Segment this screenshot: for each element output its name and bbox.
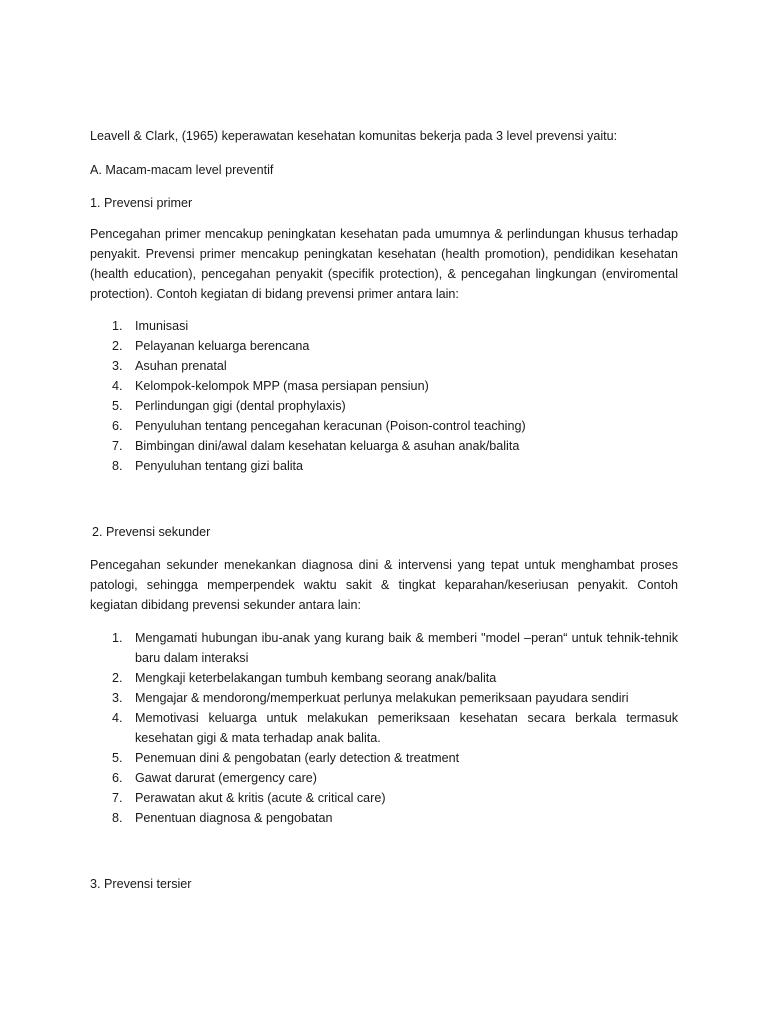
list-item-text: Bimbingan dini/awal dalam kesehatan keluarga & asuhan anak/balita xyxy=(135,439,520,453)
list-item xyxy=(90,788,678,808)
list-item-text: Mengajar & mendorong/memperkuat perlunya melakukan pemeriksaan payudara sendiri xyxy=(135,691,629,705)
paragraph-prevensi-primer: Pencegahan primer mencakup peningkatan kesehatan pada umumnya & perlindungan khusus terhadap penyakit. Prevensi primer mencakup peningkatan kesehatan (health promotion), pendidikan kesehatan (health education), pencegahan penyakit (specifik protection), & pencegahan lingkungan (enviromental protection). Contoh kegiatan di bidang prevensi primer antara lain: xyxy=(90,227,678,301)
list-number: 6. xyxy=(112,771,123,785)
list-number: 1. xyxy=(112,631,123,645)
list-number: 3. xyxy=(112,691,123,705)
list-item-text: Perawatan akut & kritis (acute & critical care) xyxy=(135,791,386,805)
list-item xyxy=(90,336,678,356)
list-item-text: Penyuluhan tentang gizi balita xyxy=(135,459,304,473)
paragraph-prevensi-sekunder: Pencegahan sekunder menekankan diagnosa dini & intervensi yang tepat untuk menghambat proses patologi, sehingga memperpendek waktu sakit & tingkat keparahan/keseriusan penyakit. Contoh kegiatan dibidang prevensi sekunder antara lain: xyxy=(90,558,678,612)
list-number: 1. xyxy=(112,319,123,333)
list-number: 5. xyxy=(112,399,123,413)
list-item xyxy=(90,376,678,396)
list-number: 3. xyxy=(112,359,123,373)
list-item-text: Mengkaji keterbelakangan tumbuh kembang seorang anak/balita xyxy=(135,671,497,685)
list-item-text: Penemuan dini & pengobatan (early detection & treatment xyxy=(135,751,460,765)
list-item xyxy=(90,768,678,788)
list-item xyxy=(90,396,678,416)
list-item xyxy=(90,436,678,456)
list-number: 4. xyxy=(112,711,123,725)
list-item xyxy=(90,316,678,336)
list-number: 5. xyxy=(112,751,123,765)
list-item xyxy=(90,416,678,436)
list-item xyxy=(90,808,678,828)
list-item xyxy=(90,708,678,748)
heading-prevensi-sekunder: 2. Prevensi sekunder xyxy=(92,525,211,539)
list-item xyxy=(90,628,678,668)
list-item-text: Gawat darurat (emergency care) xyxy=(135,771,317,785)
list-number: 7. xyxy=(112,791,123,805)
list-item xyxy=(90,748,678,768)
list-number: 8. xyxy=(112,459,123,473)
list-number: 6. xyxy=(112,419,123,433)
list-item-text: Penyuluhan tentang pencegahan keracunan (Poison-control teaching) xyxy=(135,419,526,433)
list-item-text: Penentuan diagnosa & pengobatan xyxy=(135,811,333,825)
list-item-text: Asuhan prenatal xyxy=(135,359,227,373)
heading-prevensi-tersier: 3. Prevensi tersier xyxy=(90,877,192,891)
list-number: 8. xyxy=(112,811,123,825)
list-item-text: Kelompok-kelompok MPP (masa persiapan pensiun) xyxy=(135,379,429,393)
section-heading-a: A. Macam-macam level preventif xyxy=(90,163,274,177)
list-prevensi-sekunder xyxy=(90,628,678,828)
heading-prevensi-primer: 1. Prevensi primer xyxy=(90,196,193,210)
list-item-text: Imunisasi xyxy=(135,319,189,333)
list-item-text: Memotivasi keluarga untuk melakukan pemeriksaan kesehatan secara berkala termasuk kesehatan gigi & mata terhadap anak balita. xyxy=(135,711,678,745)
list-prevensi-primer xyxy=(90,316,678,476)
list-number: 2. xyxy=(112,339,123,353)
list-number: 2. xyxy=(112,671,123,685)
list-item xyxy=(90,356,678,376)
list-item-text: Pelayanan keluarga berencana xyxy=(135,339,310,353)
list-item xyxy=(90,688,678,708)
list-item xyxy=(90,456,678,476)
list-number: 4. xyxy=(112,379,123,393)
list-item-text: Mengamati hubungan ibu-anak yang kurang baik & memberi "model –peran“ untuk tehnik-tehnik baru dalam interaksi xyxy=(135,631,678,665)
intro-text: Leavell & Clark, (1965) keperawatan kesehatan komunitas bekerja pada 3 level prevensi yaitu: xyxy=(90,129,618,143)
list-number: 7. xyxy=(112,439,123,453)
list-item xyxy=(90,668,678,688)
list-item-text: Perlindungan gigi (dental prophylaxis) xyxy=(135,399,346,413)
